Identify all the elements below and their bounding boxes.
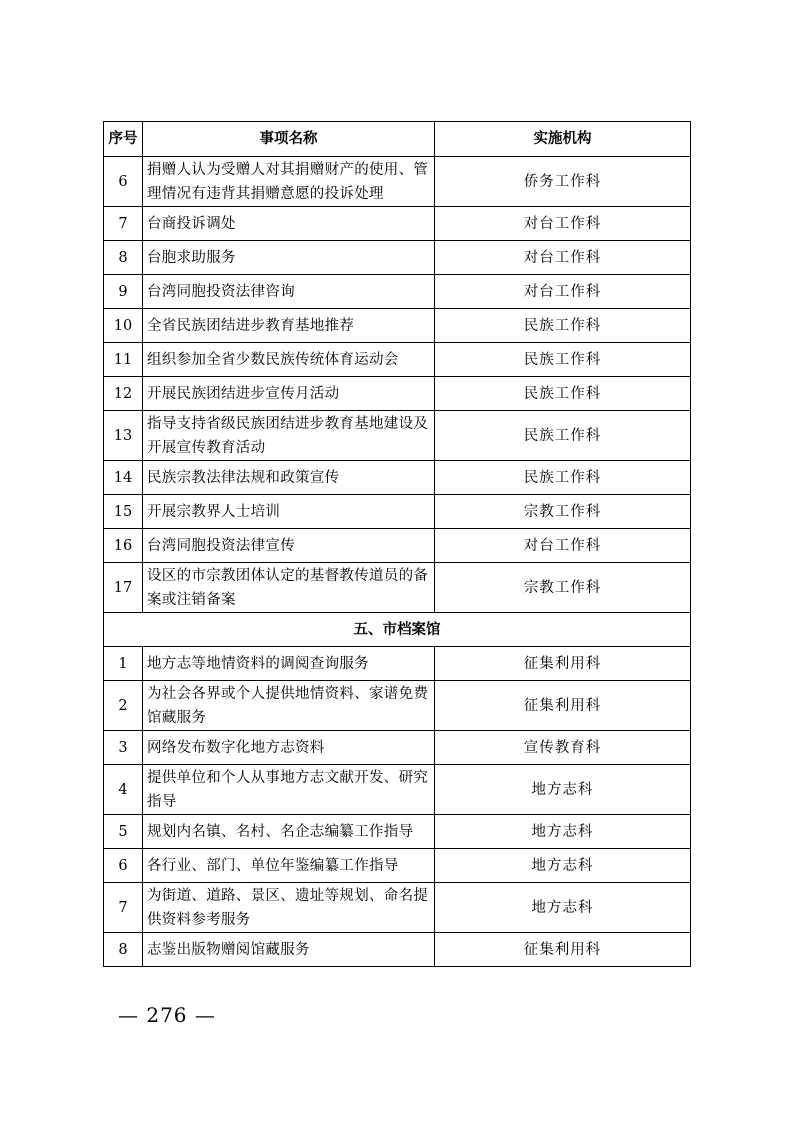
row-number: 1 xyxy=(104,647,143,681)
row-item-name: 台商投诉调处 xyxy=(143,207,435,241)
row-agency: 地方志科 xyxy=(435,883,691,933)
row-agency: 民族工作科 xyxy=(435,461,691,495)
row-agency: 征集利用科 xyxy=(435,681,691,731)
section-heading-row xyxy=(104,613,691,647)
table-row xyxy=(104,309,691,343)
table-row xyxy=(104,681,691,731)
table-row xyxy=(104,343,691,377)
row-number: 2 xyxy=(104,681,143,731)
row-item-name: 规划内名镇、名村、名企志编纂工作指导 xyxy=(143,815,435,849)
row-number: 7 xyxy=(104,207,143,241)
row-agency: 宗教工作科 xyxy=(435,563,691,613)
row-agency: 地方志科 xyxy=(435,849,691,883)
row-number: 9 xyxy=(104,275,143,309)
row-item-name: 地方志等地情资料的调阅查询服务 xyxy=(143,647,435,681)
table-row xyxy=(104,495,691,529)
row-agency: 地方志科 xyxy=(435,815,691,849)
row-item-name: 志鉴出版物赠阅馆藏服务 xyxy=(143,933,435,967)
table-header-row xyxy=(104,122,691,157)
table-row xyxy=(104,207,691,241)
row-item-name: 台湾同胞投资法律咨询 xyxy=(143,275,435,309)
row-item-name: 提供单位和个人从事地方志文献开发、研究指导 xyxy=(143,765,435,815)
row-item-name: 开展宗教界人士培训 xyxy=(143,495,435,529)
row-item-name: 指导支持省级民族团结进步教育基地建设及开展宣传教育活动 xyxy=(143,411,435,461)
row-number: 6 xyxy=(104,157,143,207)
row-number: 15 xyxy=(104,495,143,529)
row-item-name: 为街道、道路、景区、遗址等规划、命名提供资料参考服务 xyxy=(143,883,435,933)
row-agency: 对台工作科 xyxy=(435,241,691,275)
row-item-name: 台湾同胞投资法律宣传 xyxy=(143,529,435,563)
table-row xyxy=(104,849,691,883)
table-row xyxy=(104,529,691,563)
row-agency: 民族工作科 xyxy=(435,411,691,461)
table-row xyxy=(104,241,691,275)
table-row xyxy=(104,815,691,849)
header-serial-number: 序号 xyxy=(104,122,143,157)
header-item-name: 事项名称 xyxy=(143,122,435,157)
table-row xyxy=(104,377,691,411)
row-agency: 民族工作科 xyxy=(435,343,691,377)
row-number: 16 xyxy=(104,529,143,563)
row-item-name: 为社会各界或个人提供地情资料、家谱免费馆藏服务 xyxy=(143,681,435,731)
section-title: 五、市档案馆 xyxy=(104,613,691,647)
row-agency: 地方志科 xyxy=(435,765,691,815)
row-number: 10 xyxy=(104,309,143,343)
page-number: — 276 — xyxy=(118,1003,216,1027)
row-agency: 征集利用科 xyxy=(435,647,691,681)
service-items-table xyxy=(103,121,691,967)
table-row xyxy=(104,157,691,207)
table-row xyxy=(104,275,691,309)
table-row xyxy=(104,933,691,967)
row-number: 17 xyxy=(104,563,143,613)
row-number: 4 xyxy=(104,765,143,815)
row-agency: 民族工作科 xyxy=(435,377,691,411)
row-agency: 对台工作科 xyxy=(435,275,691,309)
row-number: 7 xyxy=(104,883,143,933)
row-number: 8 xyxy=(104,241,143,275)
table-row xyxy=(104,765,691,815)
row-number: 14 xyxy=(104,461,143,495)
table-row xyxy=(104,563,691,613)
table-row xyxy=(104,411,691,461)
row-agency: 对台工作科 xyxy=(435,529,691,563)
table-row xyxy=(104,647,691,681)
row-agency: 征集利用科 xyxy=(435,933,691,967)
row-item-name: 台胞求助服务 xyxy=(143,241,435,275)
row-number: 6 xyxy=(104,849,143,883)
row-item-name: 网络发布数字化地方志资料 xyxy=(143,731,435,765)
row-number: 3 xyxy=(104,731,143,765)
row-item-name: 设区的市宗教团体认定的基督教传道员的备案或注销备案 xyxy=(143,563,435,613)
table-row xyxy=(104,461,691,495)
row-number: 12 xyxy=(104,377,143,411)
table-row xyxy=(104,883,691,933)
row-item-name: 组织参加全省少数民族传统体育运动会 xyxy=(143,343,435,377)
row-agency: 宗教工作科 xyxy=(435,495,691,529)
table-row xyxy=(104,731,691,765)
row-number: 5 xyxy=(104,815,143,849)
row-agency: 对台工作科 xyxy=(435,207,691,241)
row-number: 11 xyxy=(104,343,143,377)
row-item-name: 各行业、部门、单位年鉴编纂工作指导 xyxy=(143,849,435,883)
row-item-name: 民族宗教法律法规和政策宣传 xyxy=(143,461,435,495)
row-number: 8 xyxy=(104,933,143,967)
row-agency: 宣传教育科 xyxy=(435,731,691,765)
row-item-name: 全省民族团结进步教育基地推荐 xyxy=(143,309,435,343)
header-implementing-agency: 实施机构 xyxy=(435,122,691,157)
row-item-name: 捐赠人认为受赠人对其捐赠财产的使用、管理情况有违背其捐赠意愿的投诉处理 xyxy=(143,157,435,207)
row-item-name: 开展民族团结进步宣传月活动 xyxy=(143,377,435,411)
row-number: 13 xyxy=(104,411,143,461)
row-agency: 民族工作科 xyxy=(435,309,691,343)
row-agency: 侨务工作科 xyxy=(435,157,691,207)
